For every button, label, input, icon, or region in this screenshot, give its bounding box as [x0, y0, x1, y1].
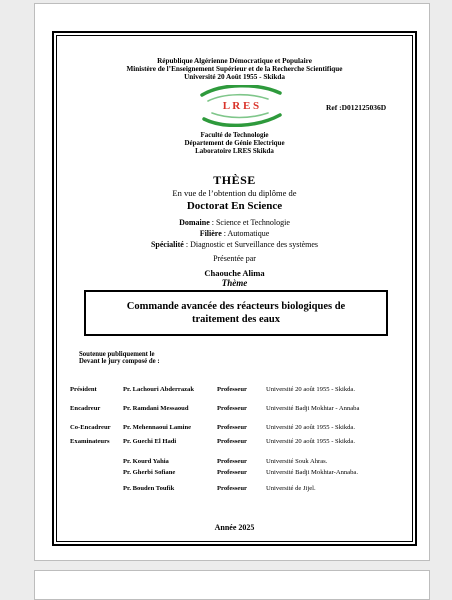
presented-by: Présentée par	[213, 254, 256, 263]
jury-row: Pr. Gherbi Sofiane Professeur Université Badji Mokhtar-Annaba.	[123, 469, 358, 476]
jury-row: Examinateurs Pr. Guechi El Hadi Professeur Université 20 août 1955 - Skikda.	[70, 438, 356, 445]
jury-row: Pr. Bouden Toufik Professeur Université de Jijel.	[123, 485, 316, 492]
jury-row: Pr. Kourd Yahia Professeur Université Souk Ahras.	[123, 458, 328, 465]
specialty-line: Spécialité : Diagnostic et Surveillance des systèmes	[150, 240, 319, 249]
header-ministry: Ministère de l’Enseignement Supérieur et de la Recherche Scientifique	[126, 65, 343, 73]
thesis-title-box	[84, 290, 388, 336]
header-university: Université 20 Août 1955 - Skikda	[184, 73, 285, 81]
department-name: Département de Génie Electrique	[184, 139, 285, 147]
cover-frame	[52, 31, 417, 546]
svg-text:L R E S: L R E S	[222, 100, 260, 112]
document-type: THÈSE	[213, 173, 256, 187]
jury-row: Co-Encadreur Pr. Mehennaoui Lamine Professeur Université 20 août 1955 - Skikda.	[70, 424, 356, 431]
defense-date-label: Soutenue publiquement le	[79, 351, 155, 358]
defense-year: Année 2025	[214, 523, 255, 532]
degree-intro: En vue de l’obtention du diplôme de	[172, 188, 297, 198]
degree-name: Doctorat En Science	[186, 200, 283, 212]
university-logo-icon	[198, 85, 284, 127]
theme-label: Thème	[221, 278, 248, 288]
header-republic: République Algérienne Démocratique et Populaire	[157, 57, 312, 65]
jury-row: Président Pr. Lachouri Abderrazak Professeur Université 20 août 1955 - Skikda.	[70, 386, 356, 393]
reference-number: Ref :D012125036D	[326, 103, 387, 112]
jury-intro: Devant le jury composé de :	[79, 358, 160, 365]
faculty-name: Faculté de Technologie	[200, 131, 269, 139]
domain-line: Domaine : Science et Technologie	[179, 218, 290, 227]
laboratory-name: Laboratoire LRES Skikda	[195, 147, 274, 155]
author-name: Chaouche Alima	[204, 268, 265, 278]
filiere-line: Filière : Automatique	[199, 229, 270, 238]
jury-row: Encadreur Pr. Ramdani Messaoud Professeur Université Badji Mokhtar - Annaba	[70, 405, 360, 412]
thesis-title: Commande avancée des réacteurs biologiques de traitement des eaux	[126, 301, 346, 325]
document-page	[34, 3, 430, 561]
next-document-page	[34, 570, 430, 600]
